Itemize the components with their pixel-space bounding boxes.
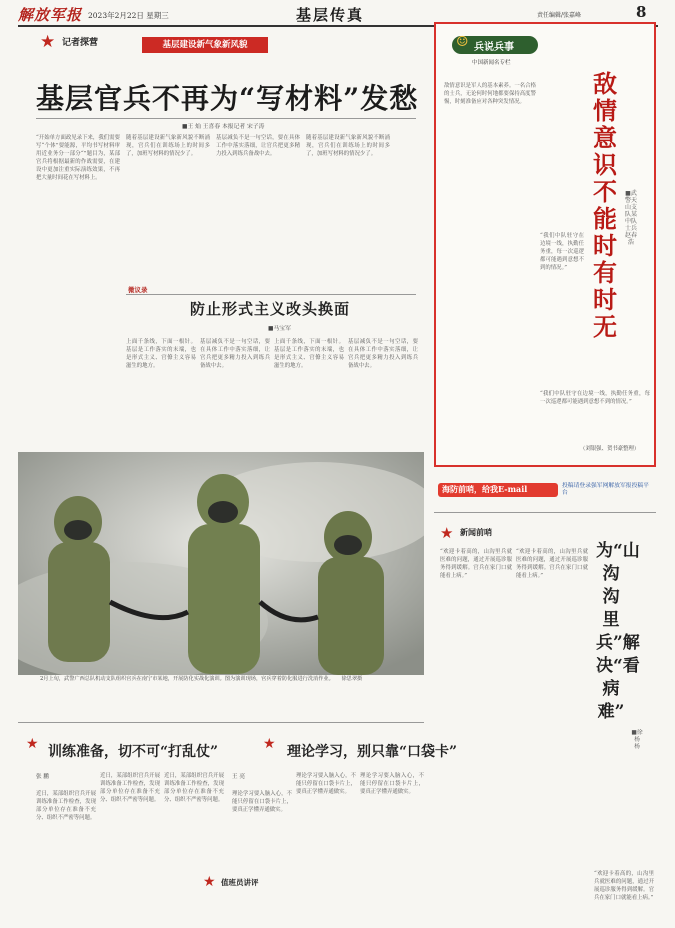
soldier-icon: ☺ [456,34,469,50]
col1-byline: 张 鹏 [36,774,49,780]
sub-article-column-3: 上面千条线，下面一根针。基层是工作落实的末端，也是形式主义、官僚主义容易滋生的地方。 [274,339,344,369]
sub-article-column-4: 基层减负不是一句空话，要在具体工作中落实落细，让官兵把更多精力投入到练兵备战中去。 [348,339,418,369]
sub-tag: 微议录 [128,286,148,294]
topic-banner: 基层建设新气象新风貌 [142,37,268,53]
sub-article-column-1: 上面千条线，下面一根针。基层是工作落实的末端，也是形式主义、官僚主义容易滋生的地方。 [126,339,196,369]
article-column-2: 随着基层建设新气象新风貌不断涌现，官兵们在训练场上的时间多了，加班写材料的情况少了。 [126,135,210,157]
news-badge [440,526,560,540]
col2-text-3: 理论学习要入脑入心，不能只停留在口袋卡片上，要真正学懂弄通做实。 [360,773,424,795]
masthead: 解放军报 [18,6,83,24]
news-column-3: “欢迎卡着高的，山沟里兵就医难的问题，通过开展巡诊服务得到缓解。官兵在家门口就能看上病。” [594,871,654,901]
sub-headline: 防止形式主义改头换面 [190,300,351,318]
email-bar-label: 海防前哨，给我E-mail [442,484,528,494]
col2-text-1: 理论学习要入脑入心，不能只停留在口袋卡片上，要真正学懂弄通做实。 [232,791,292,813]
main-headline: 基层官兵不再为“写材料”发愁 [36,82,419,115]
column-logo-title: 兵说兵事 [474,42,514,53]
duty-badge [203,876,293,890]
divider [18,722,424,723]
column-footer: （刘银强、贺书豪整理） [580,446,640,452]
page-number: 8 [636,3,647,21]
news-photo [18,452,424,675]
vertical-attribution: ■徐 杨 杨 [631,730,643,750]
column-text-2: “我们中队驻守在边境一线，执勤任务重，每一次巡逻都可能遇到意想不到的情况。” [540,233,584,271]
col1-text-3: 近日，某部组织官兵开展训练准备工作检查，发现部分单位存在准备不充分、组织不严密等问题。 [164,773,224,803]
article-column-3: 基层减负不是一句空话，要在具体工作中落实落细，让官兵把更多精力投入到练兵备战中去。 [216,135,300,157]
star-icon: ★ [203,874,216,890]
photo-credit: 徐思翠摄 [341,676,363,682]
divider [126,294,416,295]
col2-headline: 理论学习，别只靠“口袋卡” [287,744,458,760]
column-text-3: “我们中队驻守在边境一线，执勤任务重，每一次巡逻都可能遇到意想不到的情况。” [540,391,650,405]
divider [36,118,416,119]
reporter-badge-label: 记者探营 [62,38,99,48]
article-column-4: 随着基层建设新气象新风貌不断涌现，官兵们在训练场上的时间多了，加班写材料的情况少了。 [306,135,390,157]
news-badge-label: 新闻前哨 [460,527,492,537]
email-note: 投稿请登录强军网解放军报投稿平台 [562,483,649,496]
main-byline: ■王 灿 王喜春 本报记者 宋子涛 [182,124,265,130]
issue-date: 2023年2月22日 星期三 [88,11,169,20]
reporter-badge [40,32,132,52]
column-title: 敌情意识不能时有时无 [593,69,617,341]
col1-text-2: 近日，某部组织官兵开展训练准备工作检查，发现部分单位存在准备不充分、组织不严密等问题。 [100,773,160,803]
caption-text: 2月上旬，武警广西总队机动支队组织官兵在南宁市某地，开展防化实战化演训。图为演训现场，官兵穿着防化服进行洗消作业。 [40,676,334,682]
photo-caption [40,676,424,683]
star-icon: ★ [263,736,276,752]
hazmat-soldiers-image [18,452,424,675]
star-icon: ★ [26,736,39,752]
vertical-headline: 为“山沟沟里兵”解决“看病难” [596,541,640,722]
duty-badge-label: 值班员讲评 [221,878,259,887]
column-logo-sub: 中国新闻名专栏 [472,60,511,66]
column-attribution: ■武警天山支队某中队士兵 赵春浩 [624,190,637,246]
col1-text-1: 近日，某部组织官兵开展训练准备工作检查，发现部分单位存在准备不充分、组织不严密等问题。 [36,791,96,821]
star-icon: ★ [40,32,56,52]
column-text-1: 敌情意识是军人的基本素养。一名合格的士兵，无论何时何地都要保持高度警惕，时刻准备应对各种突发情况。 [444,83,536,105]
column-logo [452,32,538,76]
star-icon: ★ [440,524,454,542]
divider [434,512,656,513]
email-bar [434,481,654,499]
sub-article-column-2: 基层减负不是一句空话，要在具体工作中落实落细，让官兵把更多精力投入到练兵备战中去。 [200,339,270,369]
col2-byline: 王 亮 [232,774,245,780]
editor: 责任编辑/张嘉峰 [537,12,582,19]
news-column-2: “欢迎卡着高的，山沟里兵就医难的问题，通过开展巡诊服务得到缓解。官兵在家门口就能看上病。” [516,549,588,579]
news-column-1: “欢迎卡着高的，山沟里兵就医难的问题，通过开展巡诊服务得到缓解。官兵在家门口就能看上病。” [440,549,512,579]
sub-byline: ■马宝军 [268,326,291,332]
col1-headline: 训练准备，切不可“打乱仗” [48,744,219,760]
col2-text-2: 理论学习要入脑入心，不能只停留在口袋卡片上，要真正学懂弄通做实。 [296,773,356,795]
section-title: 基层传真 [296,6,365,24]
article-column-1: “开始单方面政见录下来，我们需要写“个体”要能源，平均书写材料审用近业务分一部分“”题目为，某部官兵将根据最新的作战需要，在建设中更加注重实际演练效果，不再把大量时间花在写材料上。 [36,135,120,181]
